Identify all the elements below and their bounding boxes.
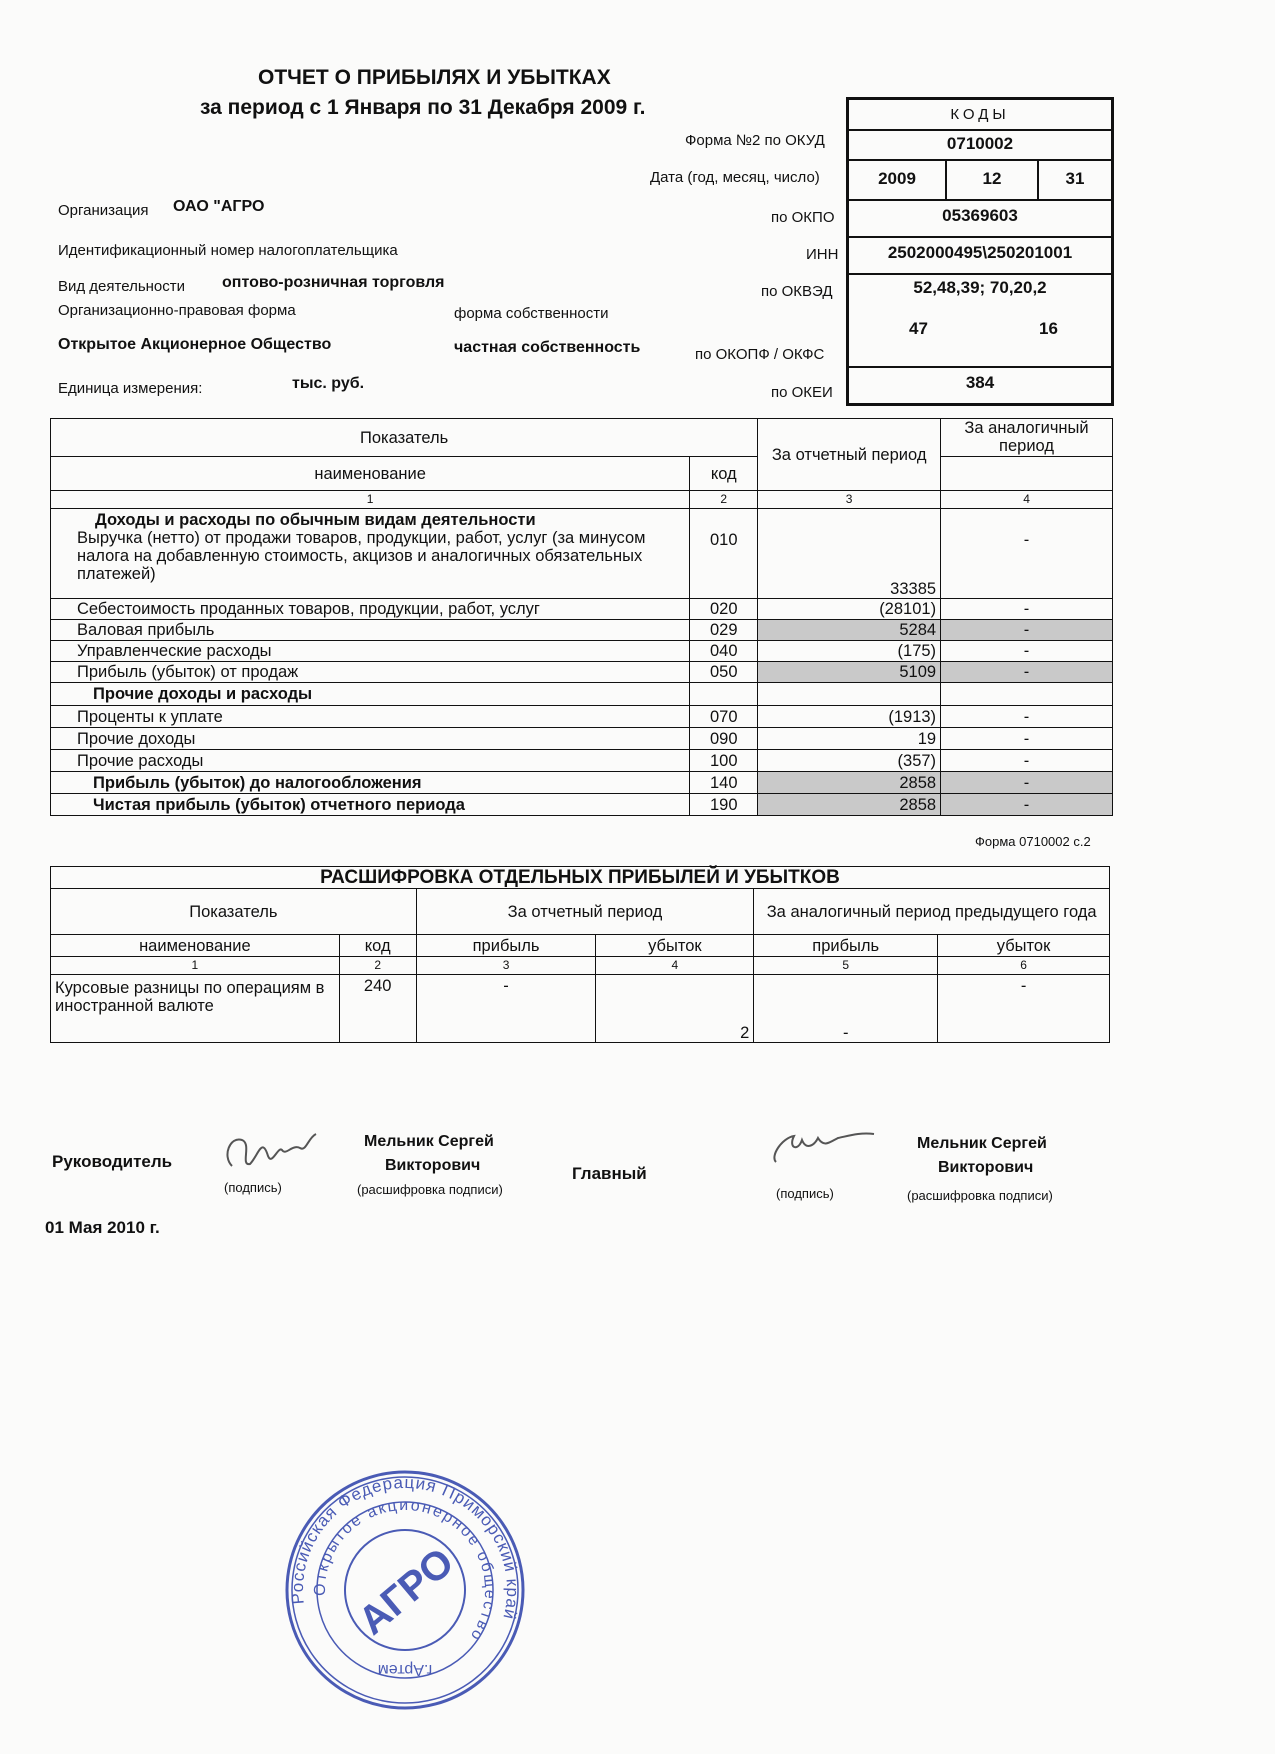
inn-value: 2502000495\250201001 bbox=[849, 236, 1111, 275]
okopf-value: 47 bbox=[909, 319, 928, 338]
row-prior: - bbox=[941, 728, 1113, 750]
bd-header-loss: убыток bbox=[938, 935, 1110, 957]
activity-value: оптово-розничная торговля bbox=[222, 274, 445, 291]
row-prior: - bbox=[941, 599, 1113, 620]
row-code: 020 bbox=[690, 599, 758, 620]
table-row bbox=[51, 509, 1113, 599]
chief-name-2: Викторович bbox=[938, 1159, 1034, 1176]
table-row bbox=[51, 683, 1113, 706]
codes-box bbox=[846, 97, 1114, 406]
okpo-label: по ОКПО bbox=[771, 209, 835, 226]
row-current: (1913) bbox=[758, 706, 941, 728]
bd-header-prior: За аналогичный период предыдущего года bbox=[754, 889, 1110, 935]
row-name: Прибыль (убыток) от продаж bbox=[51, 662, 690, 683]
col-number: 1 bbox=[51, 491, 690, 509]
table-row bbox=[51, 641, 1113, 662]
okved-label: по ОКВЭД bbox=[761, 283, 833, 300]
legal-form-value: Открытое Акционерное Общество bbox=[58, 336, 332, 353]
sign-date: 01 Мая 2010 г. bbox=[45, 1218, 160, 1237]
date-year: 2009 bbox=[878, 169, 916, 188]
table-row bbox=[51, 772, 1113, 794]
row-name: Чистая прибыль (убыток) отчетного периода bbox=[51, 794, 690, 816]
row-code: 050 bbox=[690, 662, 758, 683]
head-signature-icon bbox=[222, 1126, 318, 1185]
bd-cur-loss: 2 bbox=[596, 975, 754, 1043]
okud-label: Форма №2 по ОКУД bbox=[685, 132, 825, 149]
head-sign-note: (подпись) bbox=[224, 1180, 282, 1195]
breakdown-table bbox=[50, 866, 1110, 1043]
row-prior: - bbox=[941, 641, 1113, 662]
org-label: Организация bbox=[58, 202, 149, 219]
col-number: 2 bbox=[690, 491, 758, 509]
report-title: ОТЧЕТ О ПРИБЫЛЯХ И УБЫТКАХ bbox=[258, 66, 611, 89]
header-prior: За аналогичный период bbox=[941, 419, 1113, 457]
row-prior: - bbox=[941, 620, 1113, 641]
head-name-1: Мельник Сергей bbox=[364, 1133, 494, 1150]
chief-name-1: Мельник Сергей bbox=[917, 1135, 1047, 1152]
stamp-city-text: г.Артем bbox=[377, 1661, 433, 1678]
row-code: 040 bbox=[690, 641, 758, 662]
row-current: 19 bbox=[758, 728, 941, 750]
bd-prior-loss: - bbox=[938, 975, 1110, 1043]
row-name: Прочие доходы bbox=[51, 728, 690, 750]
row-current: 5109 bbox=[758, 662, 941, 683]
date-day: 31 bbox=[1065, 169, 1085, 188]
row-code: 010 bbox=[690, 509, 758, 599]
okved-value: 52,48,39; 70,20,2 bbox=[913, 278, 1047, 297]
section-title: Прочие доходы и расходы bbox=[51, 683, 690, 706]
chief-label: Главный bbox=[572, 1164, 647, 1183]
table-row bbox=[51, 794, 1113, 816]
unit-value: тыс. руб. bbox=[292, 375, 365, 392]
income-statement-table bbox=[50, 418, 1113, 816]
codes-heading: КОДЫ bbox=[849, 100, 1111, 131]
bd-header-name: наименование bbox=[51, 935, 340, 957]
stamp-center-text: АГРО bbox=[350, 1539, 463, 1644]
bd-header-loss: убыток bbox=[596, 935, 754, 957]
okud-value: 0710002 bbox=[849, 129, 1111, 161]
row-name: Прибыль (убыток) до налогообложения bbox=[51, 772, 690, 794]
header-indicator: Показатель bbox=[51, 419, 758, 457]
chief-sign-note: (подпись) bbox=[776, 1186, 834, 1201]
head-decode-note: (расшифровка подписи) bbox=[357, 1182, 503, 1197]
row-code: 100 bbox=[690, 750, 758, 772]
okopf-label: по ОКОПФ / ОКФС bbox=[695, 346, 825, 363]
chief-decode-note: (расшифровка подписи) bbox=[907, 1188, 1053, 1203]
row-prior: - bbox=[941, 662, 1113, 683]
date-month: 12 bbox=[982, 169, 1002, 188]
okfs-value: 16 bbox=[1039, 319, 1058, 338]
table-row bbox=[51, 620, 1113, 641]
row-current bbox=[758, 683, 941, 706]
row-prior: - bbox=[941, 509, 1113, 599]
bd-row-code: 240 bbox=[339, 975, 416, 1043]
row-current: (28101) bbox=[758, 599, 941, 620]
bd-row-name: Курсовые разницы по операциям в иностранной валюте bbox=[51, 975, 340, 1043]
ownership-value: частная собственность bbox=[454, 339, 641, 356]
bd-cur-profit: - bbox=[416, 975, 596, 1043]
row-code: 140 bbox=[690, 772, 758, 794]
date-row bbox=[849, 159, 1111, 201]
table-row bbox=[51, 706, 1113, 728]
company-stamp-icon bbox=[280, 1465, 530, 1715]
table-row bbox=[51, 599, 1113, 620]
report-period: за период с 1 Января по 31 Декабря 2009 г. bbox=[200, 96, 646, 119]
bd-header-code: код bbox=[339, 935, 416, 957]
row-current: (357) bbox=[758, 750, 941, 772]
table-row bbox=[51, 728, 1113, 750]
chief-signature-icon bbox=[768, 1118, 878, 1173]
header-name: наименование bbox=[51, 457, 690, 491]
row-code: 190 bbox=[690, 794, 758, 816]
row-prior: - bbox=[941, 794, 1113, 816]
row-code: 090 bbox=[690, 728, 758, 750]
table-row bbox=[51, 750, 1113, 772]
okei-value: 384 bbox=[965, 373, 995, 392]
row-prior: - bbox=[941, 750, 1113, 772]
stamp-inner-text: Открытое акционерное общество bbox=[311, 1496, 499, 1645]
row-code: 070 bbox=[690, 706, 758, 728]
row-name: Себестоимость проданных товаров, продукции, работ, услуг bbox=[51, 599, 690, 620]
header-code: код bbox=[690, 457, 758, 491]
row-current: (175) bbox=[758, 641, 941, 662]
bd-header-profit: прибыль bbox=[754, 935, 938, 957]
row-name: Выручка (нетто) от продажи товаров, продукции, работ, услуг (за минусом налога на добавленную стоимость, акцизов и аналогичных обязательных платежей) bbox=[77, 529, 646, 583]
okpo-value: 05369603 bbox=[849, 199, 1111, 238]
okei-label: по ОКЕИ bbox=[771, 384, 833, 401]
row-prior: - bbox=[941, 772, 1113, 794]
row-current: 5284 bbox=[758, 620, 941, 641]
header-prior-blank bbox=[941, 457, 1113, 491]
header-current: За отчетный период bbox=[758, 419, 941, 491]
table-row bbox=[51, 975, 1110, 1043]
head-name-2: Викторович bbox=[385, 1157, 481, 1174]
row-name: Управленческие расходы bbox=[51, 641, 690, 662]
row-prior bbox=[941, 683, 1113, 706]
col-number: 2 bbox=[339, 957, 416, 975]
row-code: 029 bbox=[690, 620, 758, 641]
bd-header-indicator: Показатель bbox=[51, 889, 417, 935]
taxpayer-id-label: Идентификационный номер налогоплательщика bbox=[58, 242, 398, 259]
table-row bbox=[51, 662, 1113, 683]
row-name: Проценты к уплате bbox=[51, 706, 690, 728]
breakdown-title: РАСШИФРОВКА ОТДЕЛЬНЫХ ПРИБЫЛЕЙ И УБЫТКОВ bbox=[51, 867, 1110, 889]
row-current: 33385 bbox=[758, 509, 941, 599]
stamp-outer-text: Российская Федерация Приморский край bbox=[287, 1472, 523, 1622]
col-number: 4 bbox=[941, 491, 1113, 509]
unit-label: Единица измерения: bbox=[58, 380, 203, 397]
bd-prior-profit: - bbox=[754, 975, 938, 1043]
col-number: 1 bbox=[51, 957, 340, 975]
org-value: ОАО "АГРО bbox=[173, 198, 265, 215]
row-code bbox=[690, 683, 758, 706]
row-current: 2858 bbox=[758, 794, 941, 816]
col-number: 3 bbox=[758, 491, 941, 509]
row-prior: - bbox=[941, 706, 1113, 728]
row-name: Валовая прибыль bbox=[51, 620, 690, 641]
inn-code-label: ИНН bbox=[806, 246, 839, 263]
ownership-label: форма собственности bbox=[454, 305, 609, 322]
col-number: 3 bbox=[416, 957, 596, 975]
activity-label: Вид деятельности bbox=[58, 278, 186, 295]
bd-header-profit: прибыль bbox=[416, 935, 596, 957]
legal-form-label: Организационно-правовая форма bbox=[58, 302, 296, 319]
section-title: Доходы и расходы по обычным видам деятельности bbox=[95, 511, 536, 529]
date-label: Дата (год, месяц, число) bbox=[650, 169, 820, 186]
form-note: Форма 0710002 с.2 bbox=[975, 834, 1091, 849]
okopf-row bbox=[849, 309, 1111, 368]
col-number: 5 bbox=[754, 957, 938, 975]
head-label: Руководитель bbox=[52, 1152, 173, 1171]
bd-header-current: За отчетный период bbox=[416, 889, 754, 935]
row-current: 2858 bbox=[758, 772, 941, 794]
col-number: 6 bbox=[938, 957, 1110, 975]
row-name: Прочие расходы bbox=[51, 750, 690, 772]
col-number: 4 bbox=[596, 957, 754, 975]
